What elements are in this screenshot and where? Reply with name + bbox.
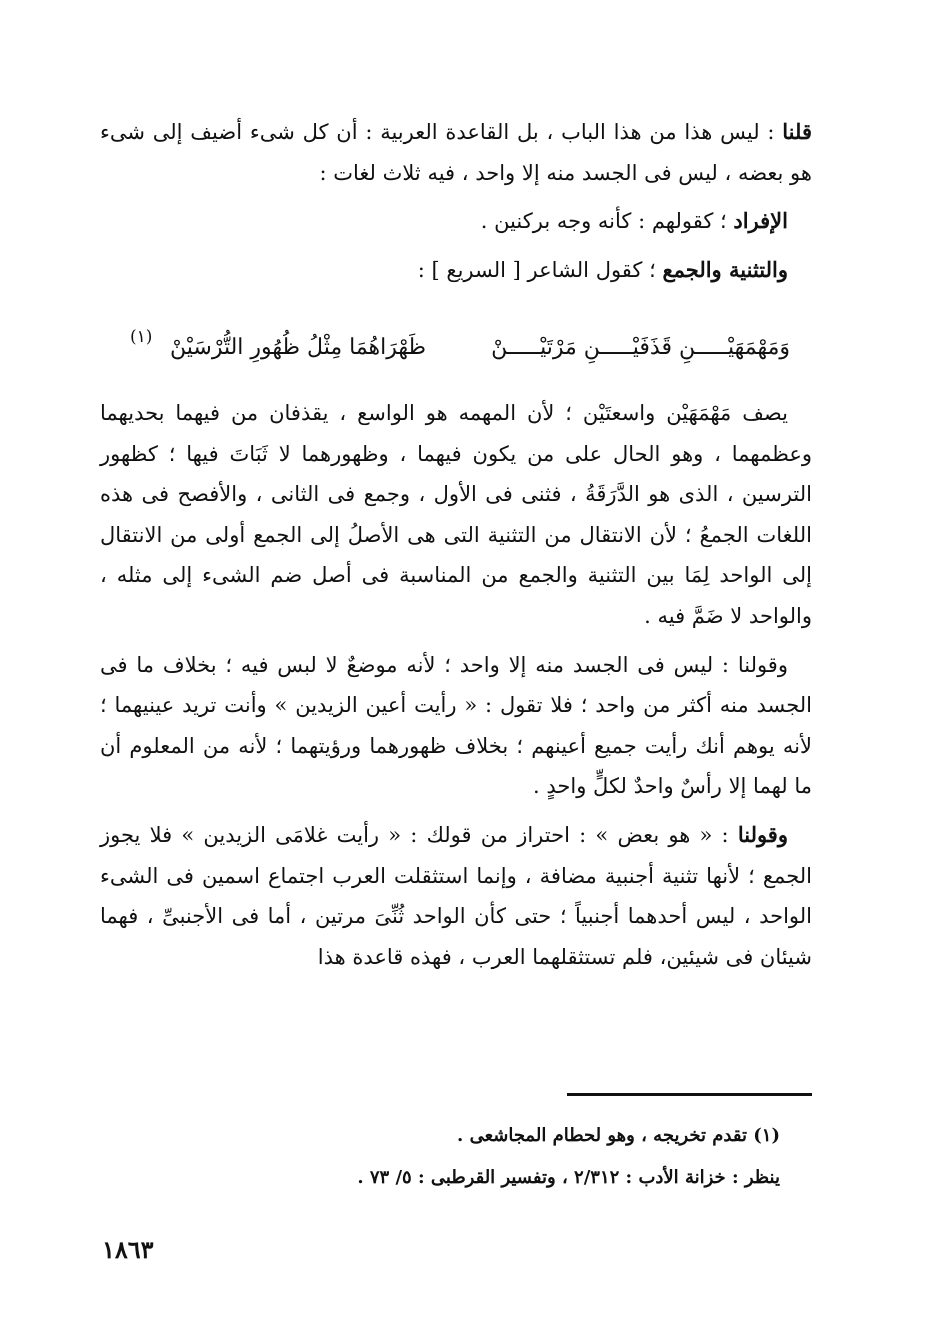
paragraph-lead: والتثنية والجمع	[662, 256, 788, 282]
paragraph-lead: الإفراد	[733, 208, 788, 234]
verse-second-hemistich: ظَهْرَاهُمَا مِثْلُ ظُهُورِ التُّرْسَيْنْ	[170, 335, 427, 360]
footnote-1: (١) تقدم تخريجه ، وهو لحطام المجاشعى .	[457, 1125, 780, 1146]
footnote-2: ينظر : خزانة الأدب : ٢/٣١٢ ، وتفسير القرطبى : ٥/ ٧٣ .	[357, 1167, 780, 1188]
paragraph-3	[100, 250, 812, 291]
poetry-verse	[130, 325, 790, 375]
paragraph-text: ؛ كقولهم : كأنه وجه بركنين .	[480, 209, 734, 234]
paragraph-6	[100, 815, 812, 977]
verse-first-hemistich: وَمَهْمَهَيْـــــنِ قَذَفَيْـــــنِ مَرْتَيْـــــنْ	[491, 335, 790, 360]
paragraph-1	[100, 112, 812, 193]
footnote-separator	[567, 1093, 812, 1096]
footnote-marker: (١)	[130, 327, 153, 347]
paragraph-2	[100, 201, 812, 242]
paragraph-lead: وقولنا	[737, 821, 788, 847]
paragraph-text: : ليس هذا من هذا الباب ، بل القاعدة العربية : أن كل شىء أضيف إلى شىء هو بعضه ، ليس فى الجسد منه إلا واحد ، فيه ثلاث لغات :	[100, 120, 812, 185]
main-text-top	[100, 112, 812, 290]
paragraph-text: يصف مَهْمَهَيْن واسعتَيْن ؛ لأن المهمه هو الواسع ، يقذفان من فيهما بحديهما وعظمهما ، وهو الحال على من يكون فيهما ، وظهورهما لا ثَبَاتَ فيها ؛ كظهور الترسين ، الذى هو الدَّرَقَةُ ، فثنى فى الأول ، وجمع فى الثانى ، والأفصح فى هذه اللغات الجمعُ ؛ لأن الانتقال من التثنية التى هى الأصلُ إلى الجمع أولى من الانتقال إلى الواحد لِمَا بين التثنية والجمع من المناسبة فى أصل ضم الشىء إلى مثله ، والواحد لا ضَمَّ فيه .	[100, 401, 812, 628]
main-text-bottom	[100, 393, 812, 977]
paragraph-lead: قلنا	[782, 119, 812, 144]
paragraph-text: وقولنا : ليس فى الجسد منه إلا واحد ؛ لأنه موضعٌ لا لبس فيه ؛ بخلاف ما فى الجسد منه أكثر من واحد ؛ فلا تقول : « رأيت أعين الزيدين » وأنت تريد عينيهما ؛ لأنه يوهم أنك رأيت جميع أعينهم ؛ بخلاف ظهورهما ورؤيتهما ؛ لأنه من المعلوم أن ما لهما إلا رأسٌ واحدٌ لكلٍّ واحدٍ .	[100, 652, 812, 799]
paragraph-text: ؛ كقول الشاعر [ السريع ] :	[417, 257, 663, 282]
footnotes	[100, 1115, 780, 1199]
paragraph-5	[100, 645, 812, 807]
paragraph-text: : « هو بعض » : احتراز من قولك : « رأيت غلامَى الزيدين » فلا يجوز الجمع ؛ لأنها تثنية أجنبية مضافة ، وإنما استثقلت العرب اجتماع اسمين فى الشىء الواحد ، ليس أحدهما أجنبياً ؛ حتى كأن الواحد ثُنِّىَ مرتين ، أما فى الأجنبىِّ ، فهما شيئان فى شيئين، فلم تستثقلهما العرب ، فهذه قاعدة هذا	[100, 822, 812, 969]
page-number: ١٨٦٣	[102, 1235, 154, 1264]
paragraph-4	[100, 393, 812, 637]
